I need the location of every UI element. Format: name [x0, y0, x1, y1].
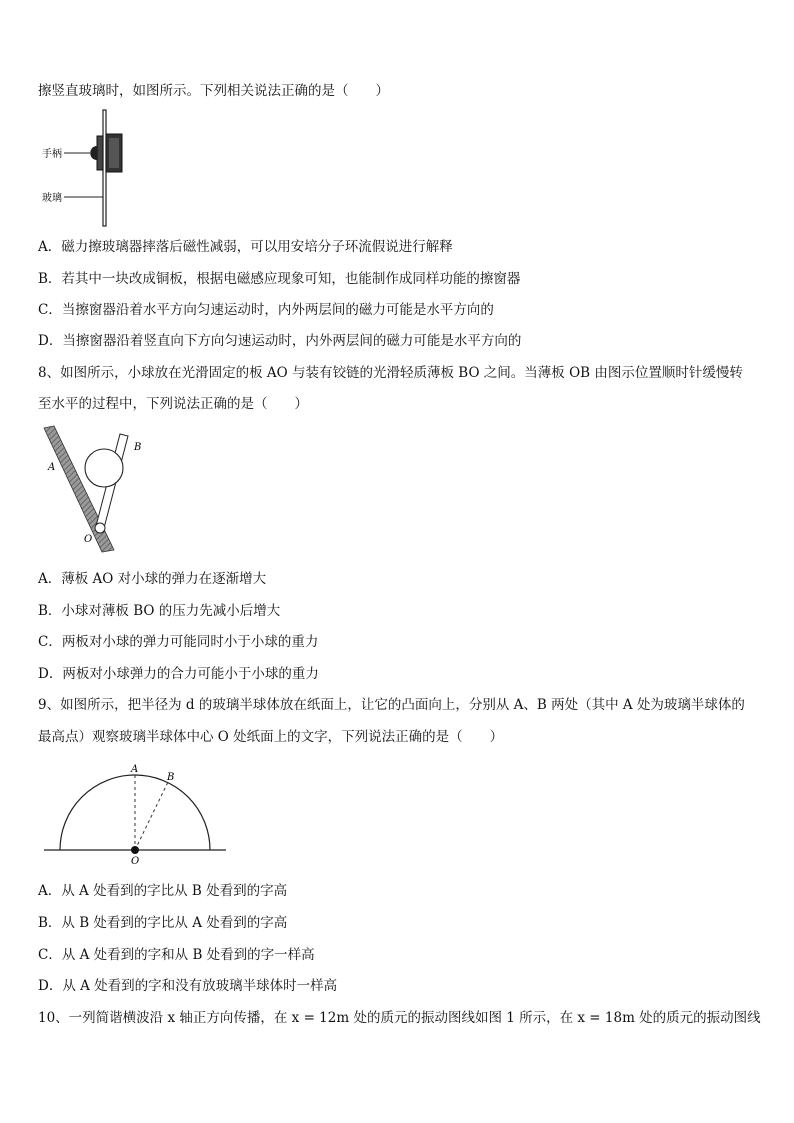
q8-option-d: D．两板对小球弹力的合力可能小于小球的重力 — [38, 666, 319, 682]
q7-stem-tail: 擦竖直玻璃时，如图所示。下列相关说法正确的是（ ） — [38, 83, 389, 99]
q9-label-o: O — [131, 856, 140, 866]
q8-stem-line2: 至水平的过程中，下列说法正确的是（ ） — [38, 396, 308, 412]
q7-option-b: B．若其中一块改成铜板，根据电磁感应现象可知，也能制作成同样功能的擦窗器 — [38, 271, 521, 287]
q9-stem-line2: 最高点）观察玻璃半球体中心 O 处纸面上的文字，下列说法正确的是（ ） — [38, 729, 504, 745]
q9-option-c: C．从 A 处看到的字和从 B 处看到的字一样高 — [38, 947, 315, 963]
q8-label-o: O — [84, 534, 93, 545]
q9-stem-line1: 9、如图所示，把半径为 d 的玻璃半球体放在纸面上，让它的凸面向上，分别从 A、B 两处（其中 A 处为玻璃半球体的 — [38, 697, 745, 713]
q9-label-a: A — [131, 764, 139, 775]
q7-label-glass: 玻璃 — [42, 193, 62, 204]
q8-stem-line1: 8、如图所示，小球放在光滑固定的板 AO 与装有铰链的光滑轻质薄板 BO 之间。当薄板 OB 由图示位置顺时针缓慢转 — [38, 365, 743, 381]
q9-option-d: D．从 A 处看到的字和没有放玻璃半球体时一样高 — [38, 978, 338, 994]
q8-option-a: A．薄板 AO 对小球的弹力在逐渐增大 — [38, 571, 267, 587]
q7-option-c: C．当擦窗器沿着水平方向匀速运动时，内外两层间的磁力可能是水平方向的 — [38, 302, 494, 318]
q8-label-a: A — [48, 462, 56, 473]
q7-option-a: A．磁力擦玻璃器摔落后磁性减弱，可以用安培分子环流假说进行解释 — [38, 239, 453, 255]
q7-option-d: D．当擦窗器沿着竖直向下方向匀速运动时，内外两层间的磁力可能是水平方向的 — [38, 333, 522, 349]
q8-figure-ball-between-boards — [42, 424, 162, 556]
q8-option-c: C．两板对小球的弹力可能同时小于小球的重力 — [38, 634, 319, 650]
q8-option-b: B．小球对薄板 BO 的压力先减小后增大 — [38, 603, 281, 619]
q7-label-handle: 手柄 — [42, 149, 62, 160]
q9-option-a: A．从 A 处看到的字比从 B 处看到的字高 — [38, 883, 288, 899]
q7-figure-window-cleaner — [40, 108, 140, 230]
q9-label-b: B — [167, 772, 175, 783]
q8-label-b: B — [134, 442, 142, 453]
q9-option-b: B．从 B 处看到的字比从 A 处看到的字高 — [38, 915, 288, 931]
q10-stem-line1: 10、一列简谐横波沿 x 轴正方向传播，在 x = 12m 处的质元的振动图线如图 1 所示，在 x = 18m 处的质元的振动图线 — [38, 1010, 761, 1026]
q9-figure-glass-hemisphere — [40, 758, 230, 866]
